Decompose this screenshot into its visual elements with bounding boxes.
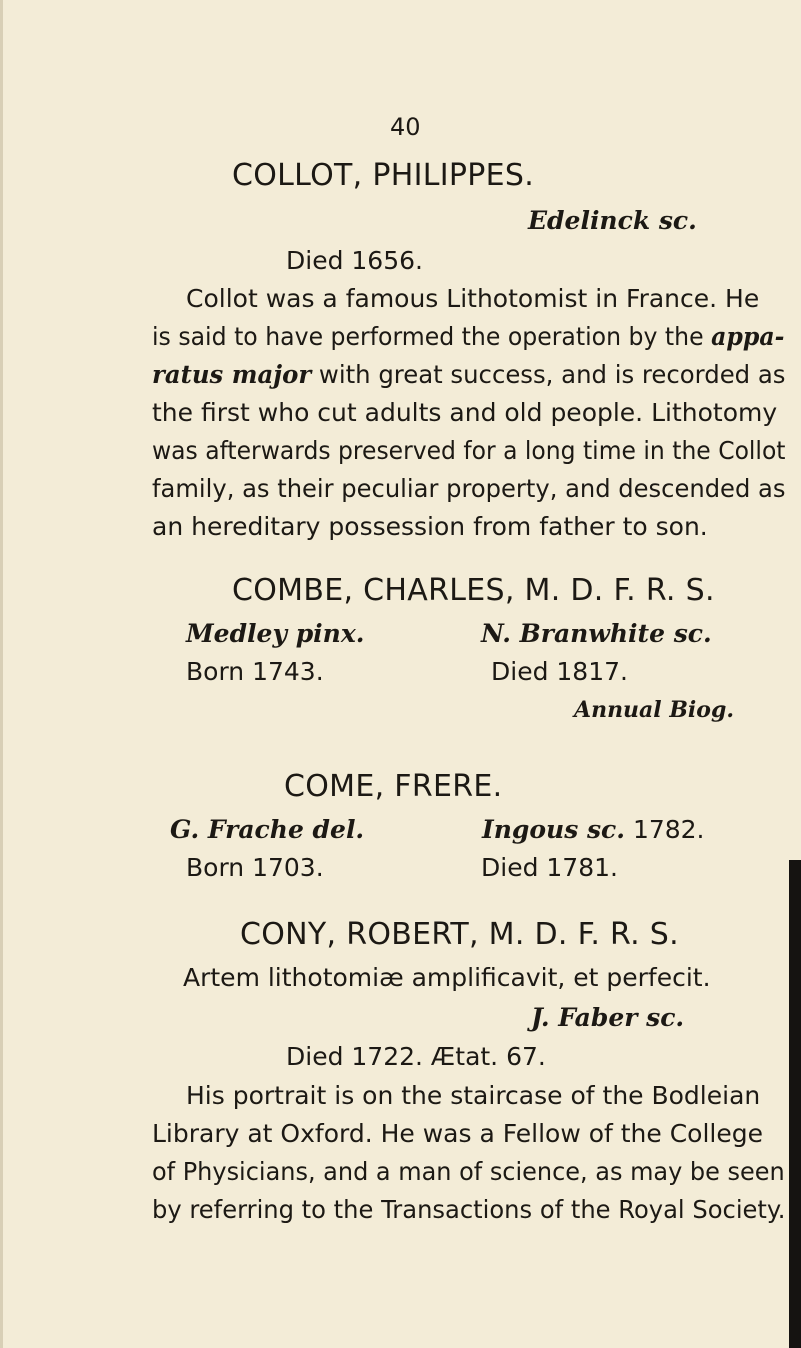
body-text-line: the first who cut adults and old people. Lithotomy bbox=[152, 398, 778, 427]
body-text-line: is said to have performed the operation by the appa- bbox=[152, 322, 785, 351]
body-text-line: was afterwards preserved for a long time in the Collot bbox=[152, 436, 786, 465]
entry-dates: Died 1722. Ætat. 67. bbox=[286, 1042, 546, 1071]
source-note: Annual Biog. bbox=[574, 697, 734, 723]
born-date: Born 1703. bbox=[186, 853, 324, 882]
entry-heading-cony: CONY, ROBERT, M. D. F. R. S. bbox=[240, 917, 679, 952]
body-text-line: of Physicians, and a man of science, as may be seen bbox=[152, 1157, 785, 1186]
body-text-line: ratus major with great success, and is recorded as bbox=[152, 360, 786, 389]
entry-heading-collot: COLLOT, PHILIPPES. bbox=[232, 158, 535, 193]
body-text-line: Collot was a famous Lithotomist in France. He bbox=[186, 284, 760, 313]
engraver-credit: J. Faber sc. bbox=[531, 1003, 685, 1032]
died-date: Died 1817. bbox=[491, 657, 628, 686]
artist-credit: G. Frache del. bbox=[170, 815, 365, 844]
entry-dates: Died 1656. bbox=[286, 246, 423, 275]
entry-heading-come: COME, FRERE. bbox=[284, 769, 503, 804]
page-edge-left bbox=[0, 0, 3, 1348]
body-text-line: His portrait is on the staircase of the Bodleian bbox=[186, 1081, 761, 1110]
body-text-line: an hereditary possession from father to son. bbox=[152, 512, 708, 541]
born-date: Born 1743. bbox=[186, 657, 324, 686]
body-text-line: Library at Oxford. He was a Fellow of the College bbox=[152, 1119, 763, 1148]
page-edge-right bbox=[789, 860, 801, 1348]
motto-text: Artem lithotomiæ amplificavit, et perfecit. bbox=[183, 963, 711, 992]
body-text-line: by referring to the Transactions of the Royal Society. bbox=[152, 1195, 786, 1224]
body-text-line: family, as their peculiar property, and descended as bbox=[152, 474, 786, 503]
engraver-credit: Edelinck sc. bbox=[528, 206, 697, 235]
engraver-credit: Ingous sc. 1782. bbox=[482, 815, 705, 844]
page-number: 40 bbox=[390, 113, 421, 141]
died-date: Died 1781. bbox=[481, 853, 618, 882]
artist-credit: Medley pinx. bbox=[186, 619, 365, 648]
entry-heading-combe: COMBE, CHARLES, M. D. F. R. S. bbox=[232, 573, 715, 608]
engraver-credit: N. Branwhite sc. bbox=[481, 619, 712, 648]
